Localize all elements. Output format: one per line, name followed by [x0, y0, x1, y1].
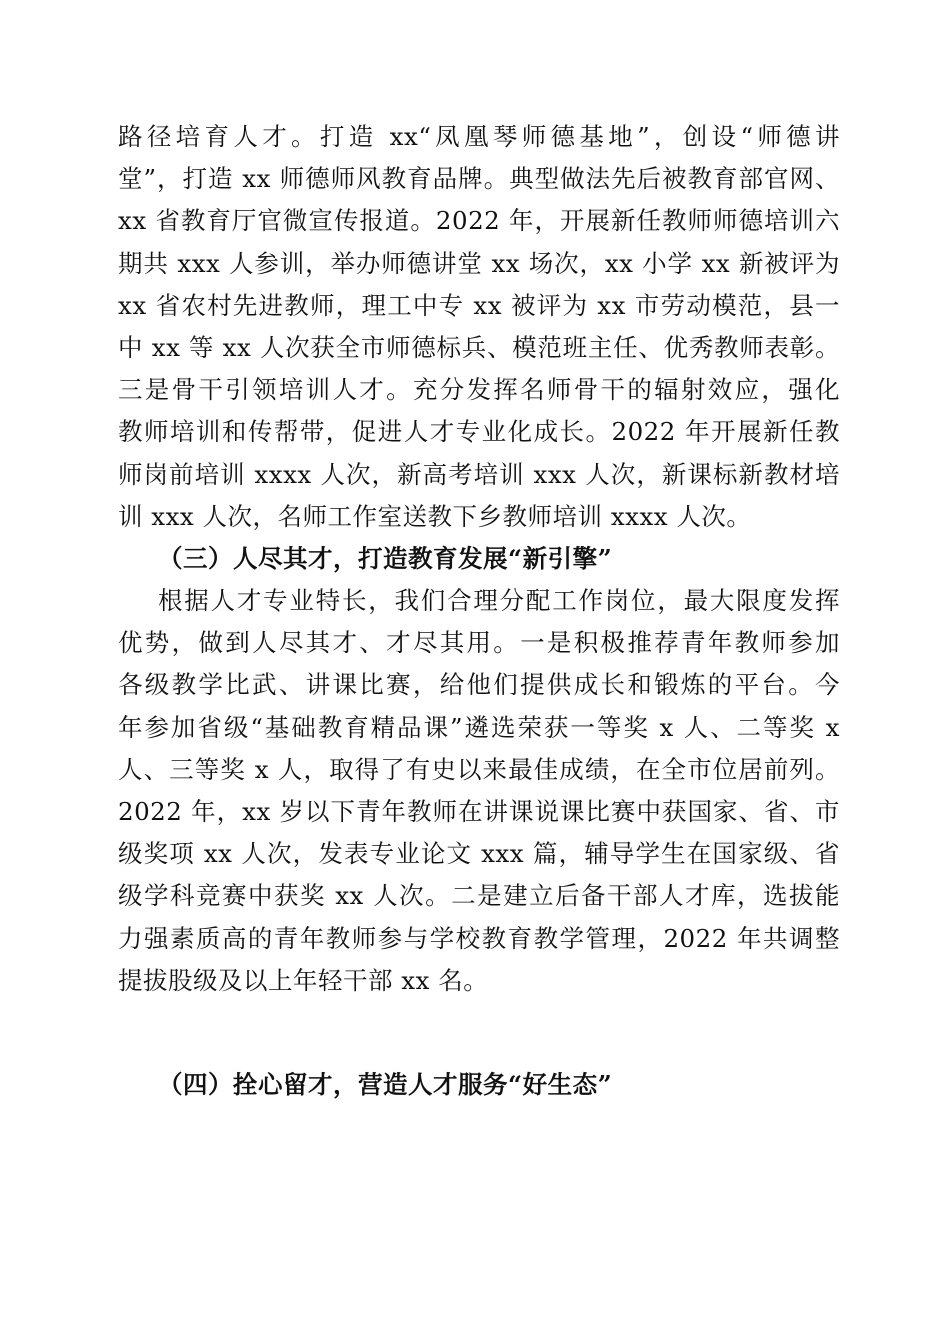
- text-line: 教师培训和传帮带，促进人才专业化成长。2022 年开展新任教: [118, 417, 840, 447]
- paragraph-talent-training: [118, 116, 840, 538]
- text-line: 力强素质高的青年教师参与学校教育教学管理，2022 年共调整: [118, 923, 840, 953]
- section-heading-4-wrap: [118, 1064, 840, 1106]
- text-line: 各级教学比武、讲课比赛，给他们提供成长和锻炼的平台。今: [118, 670, 840, 700]
- text-line: 2022 年，xx 岁以下青年教师在讲课说课比赛中获国家、省、市: [118, 796, 840, 826]
- paragraph-talent-use: [118, 580, 840, 1002]
- text-line: xx 省教育厅官微宣传报道。2022 年，开展新任教师师德培训六: [118, 206, 840, 236]
- text-line: 级学科竞赛中获奖 xx 人次。二是建立后备干部人才库，选拔能: [118, 881, 840, 911]
- text-line: 级奖项 xx 人次，发表专业论文 xxx 篇，辅导学生在国家级、省: [118, 839, 840, 869]
- section-heading-4: （四）拴心留才，营造人才服务“好生态”: [158, 1070, 613, 1099]
- text-line: 师岗前培训 xxxx 人次，新高考培训 xxx 人次，新课标新教材培: [118, 459, 840, 489]
- text-line: 路径培育人才。打造 xx“凤凰琴师德基地”，创设“师德讲: [118, 122, 840, 151]
- text-line: 年参加省级“基础教育精品课”遴选荣获一等奖 x 人、二等奖 x: [118, 712, 840, 742]
- text-line: 优势，做到人尽其才、才尽其用。一是积极推荐青年教师参加: [118, 628, 840, 658]
- text-line: 三是骨干引领培训人才。充分发挥名师骨干的辐射效应，强化: [118, 375, 840, 405]
- text-line: 根据人才专业特长，我们合理分配工作岗位，最大限度发挥: [158, 586, 840, 615]
- section-heading-3: （三）人尽其才，打造教育发展“新引擎”: [158, 544, 613, 573]
- text-line: 提拔股级及以上年轻干部 xx 名。: [118, 965, 489, 995]
- section-heading-3-wrap: [118, 538, 840, 580]
- text-line: 人、三等奖 x 人，取得了有史以来最佳成绩，在全市位居前列。: [118, 754, 840, 784]
- text-line: 堂”，打造 xx 师德师风教育品牌。典型做法先后被教育部官网、: [118, 164, 840, 194]
- text-line: xx 省农村先进教师，理工中专 xx 被评为 xx 市劳动模范，县一: [118, 290, 840, 320]
- text-line: 中 xx 等 xx 人次获全市师德标兵、模范班主任、优秀教师表彰。: [118, 332, 840, 362]
- text-line: 训 xxx 人次，名师工作室送教下乡教师培训 xxxx 人次。: [118, 501, 752, 531]
- text-line: 期共 xxx 人参训，举办师德讲堂 xx 场次，xx 小学 xx 新被评为: [118, 248, 840, 278]
